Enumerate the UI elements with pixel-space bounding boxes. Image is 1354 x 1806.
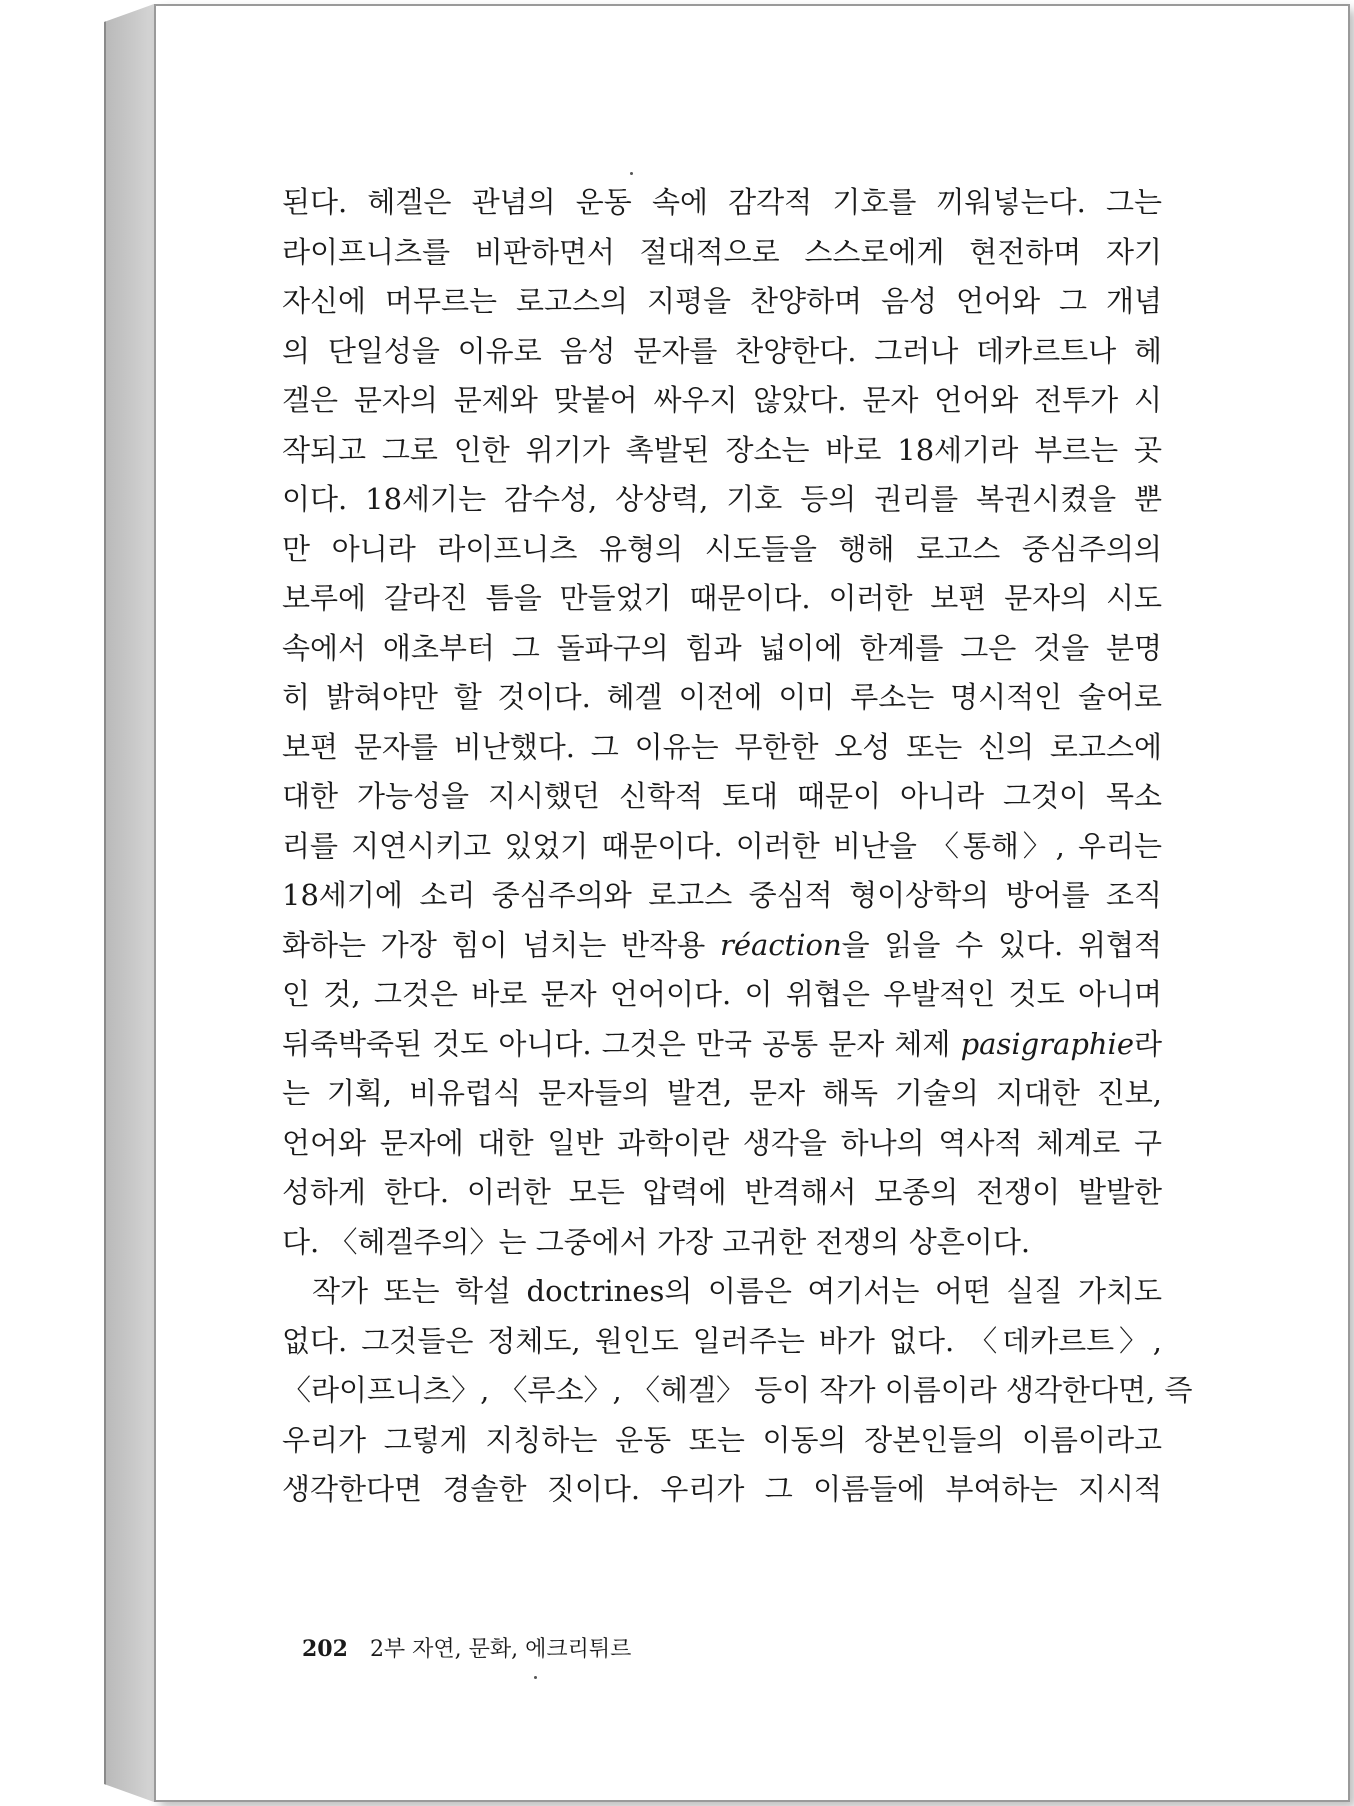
- text-line: 대한 가능성을 지시했던 신학적 토대 때문이 아니라 그것이 목소: [282, 779, 1162, 813]
- book-spine-edge: [104, 4, 154, 1802]
- text-line: 언어와 문자에 대한 일반 과학이란 생각을 하나의 역사적 체계로 구: [282, 1125, 1162, 1160]
- text-line: 이다. 18세기는 감수성, 상상력, 기호 등의 권리를 복권시켰을 뿐: [282, 482, 1162, 516]
- text-line: 히 밝혀야만 할 것이다. 헤겔 이전에 이미 루소는 명시적인 술어로: [282, 680, 1162, 714]
- text-line: 리를 지연시키고 있었기 때문이다. 이러한 비난을 〈통해〉, 우리는: [282, 828, 1162, 863]
- text-line: 는 기획, 비유럽식 문자들의 발견, 문자 해독 기술의 지대한 진보,: [282, 1076, 1162, 1110]
- text-line: 18세기에 소리 중심주의와 로고스 중심적 형이상학의 방어를 조직: [282, 878, 1162, 912]
- running-head: 2부 자연, 문화, 에크리튀르: [369, 1637, 632, 1662]
- text-segment: 라: [1134, 1026, 1163, 1061]
- body-text: [282, 178, 1193, 1515]
- text-line: 우리가 그렇게 지칭하는 운동 또는 이동의 장본인들의 이름이라고: [282, 1422, 1162, 1457]
- page-footer: [302, 1632, 631, 1663]
- scan-speck: [534, 1676, 537, 1679]
- text-line-with-italic: [282, 921, 1162, 971]
- text-line-with-italic: [282, 1020, 1162, 1070]
- text-line: 보편 문자를 비난했다. 그 이유는 무한한 오성 또는 신의 로고스에: [282, 729, 1162, 764]
- text-line: 의 단일성을 이유로 음성 문자를 찬양한다. 그러나 데카르트나 헤: [282, 333, 1162, 368]
- text-line: 라이프니츠를 비판하면서 절대적으로 스스로에게 현전하며 자기: [282, 234, 1162, 269]
- italic-term: pasigraphie: [960, 1026, 1134, 1061]
- text-line: 생각한다면 경솔한 짓이다. 우리가 그 이름들에 부여하는 지시적: [282, 1472, 1162, 1506]
- text-line: 작되고 그로 인한 위기가 촉발된 장소는 바로 18세기라 부르는 곳: [282, 432, 1162, 467]
- text-line: 겔은 문자의 문제와 맞붙어 싸우지 않았다. 문자 언어와 전투가 시: [282, 383, 1162, 417]
- text-line: 보루에 갈라진 틈을 만들었기 때문이다. 이러한 보편 문자의 시도: [282, 581, 1162, 615]
- page-number: 202: [302, 1636, 348, 1662]
- paragraph-start-line: 작가 또는 학설 doctrines의 이름은 여기서는 어떤 실질 가치도: [312, 1274, 1162, 1308]
- text-segment: 화하는 가장 힘이 넘치는 반작용: [282, 927, 706, 962]
- book-page: [154, 4, 1350, 1802]
- text-line: 〈라이프니츠〉, 〈루소〉, 〈헤겔〉 등이 작가 이름이라 생각한다면, 즉: [282, 1373, 1193, 1407]
- text-line: 만 아니라 라이프니츠 유형의 시도들을 행해 로고스 중심주의의: [282, 531, 1162, 566]
- text-line: 인 것, 그것은 바로 문자 언어이다. 이 위협은 우발적인 것도 아니며: [282, 977, 1162, 1011]
- paragraph-end-line: 다. 〈헤겔주의〉는 그중에서 가장 고귀한 전쟁의 상흔이다.: [282, 1224, 1031, 1259]
- text-line: 속에서 애초부터 그 돌파구의 힘과 넓이에 한계를 그은 것을 분명: [282, 630, 1162, 665]
- text-line: 없다. 그것들은 정체도, 원인도 일러주는 바가 없다. 〈데카르트〉,: [282, 1323, 1162, 1358]
- scan-speck: [630, 172, 633, 175]
- text-segment: 을 읽을 수 있다. 위협적: [841, 927, 1163, 962]
- text-segment: 뒤죽박죽된 것도 아니다. 그것은 만국 공통 문자 체제: [282, 1026, 951, 1061]
- italic-term: réaction: [720, 927, 842, 962]
- text-line: 된다. 헤겔은 관념의 운동 속에 감각적 기호를 끼워넣는다. 그는: [282, 185, 1162, 219]
- text-line: 성하게 한다. 이러한 모든 압력에 반격해서 모종의 전쟁이 발발한: [282, 1175, 1162, 1209]
- text-line: 자신에 머무르는 로고스의 지평을 찬양하며 음성 언어와 그 개념: [282, 284, 1162, 318]
